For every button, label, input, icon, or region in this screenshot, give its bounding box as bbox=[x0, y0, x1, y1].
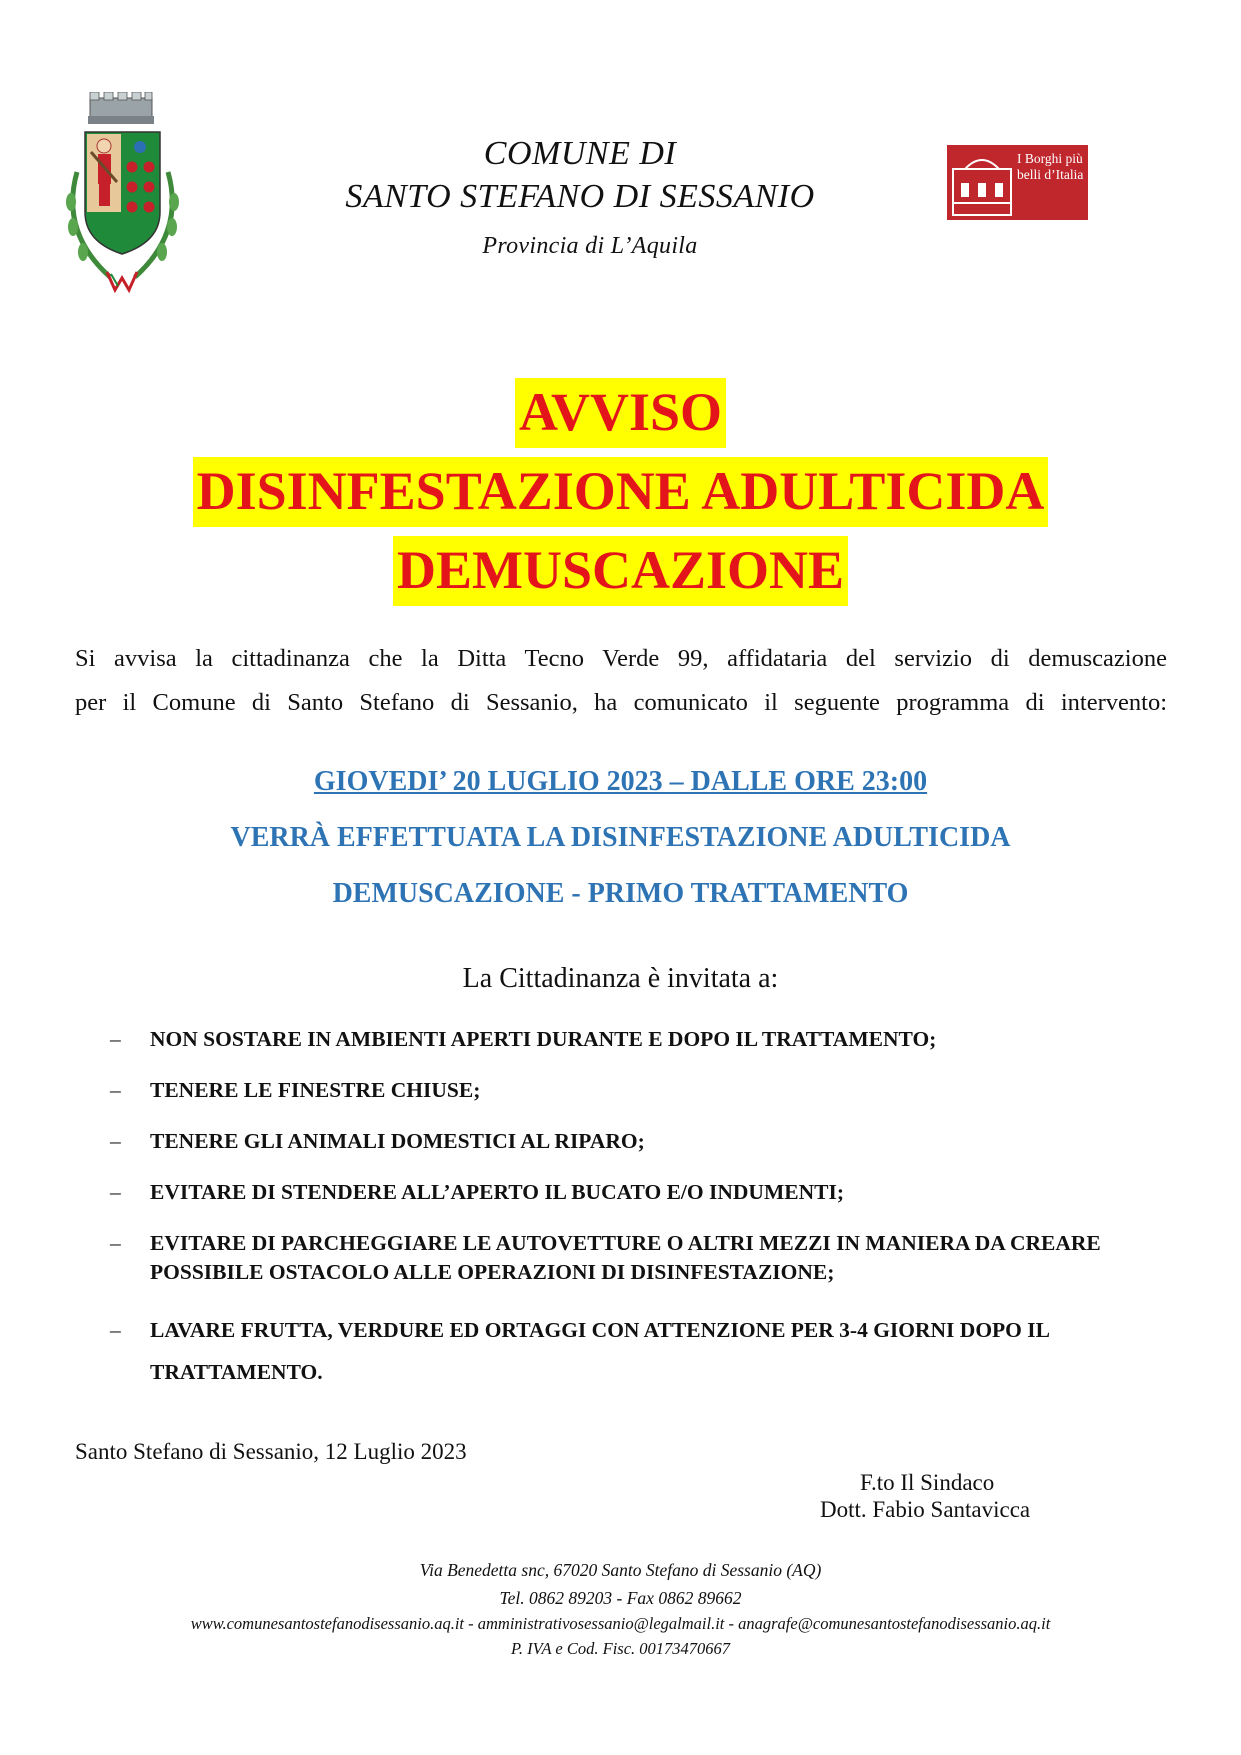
borghi-italia-logo bbox=[947, 145, 1088, 220]
list-item: – TENERE LE FINESTRE CHIUSE; bbox=[110, 1078, 481, 1102]
schedule-date: GIOVEDI’ 20 LUGLIO 2023 – DALLE ORE 23:00 bbox=[313, 766, 928, 797]
invitation-heading: La Cittadinanza è invitata a: bbox=[462, 963, 779, 994]
coat-of-arms-logo bbox=[55, 92, 190, 297]
intro-line: Si avvisa la cittadinanza che la Ditta Tecno Verde 99, affidataria del servizio di demuscazione bbox=[75, 645, 1167, 672]
list-item: – TENERE GLI ANIMALI DOMESTICI AL RIPARO; bbox=[110, 1129, 645, 1153]
signature-title: F.to Il Sindaco bbox=[860, 1470, 995, 1495]
footer-contacts: www.comunesantostefanodisessanio.aq.it - amministrativosessanio@legalmail.it - anagrafe@comunesantostefanodisessanio.aq.it bbox=[190, 1614, 1051, 1633]
list-item: – EVITARE DI STENDERE ALL’APERTO IL BUCATO E/O INDUMENTI; bbox=[110, 1180, 844, 1204]
notice-subtitle-2: DEMUSCAZIONE bbox=[0, 540, 1241, 600]
list-item: – LAVARE FRUTTA, VERDURE ED ORTAGGI CON ATTENZIONE PER 3-4 GIORNI DOPO IL TRATTAMENTO. bbox=[110, 1318, 1049, 1384]
instructions-list bbox=[110, 1025, 1170, 1415]
signature-name: Dott. Fabio Santavicca bbox=[820, 1497, 1031, 1522]
footer-phone: Tel. 0862 89203 - Fax 0862 89662 bbox=[499, 1588, 742, 1608]
date-place: Santo Stefano di Sessanio, 12 Luglio 2023 bbox=[75, 1439, 467, 1464]
intro-line: per il Comune di Santo Stefano di Sessanio, ha comunicato il seguente programma di intervento: bbox=[75, 689, 1167, 716]
footer-vat: P. IVA e Cod. Fisc. 00173470667 bbox=[510, 1639, 731, 1658]
notice-title: AVVISO bbox=[0, 382, 1241, 442]
intro-paragraph bbox=[75, 637, 1167, 725]
list-item: – NON SOSTARE IN AMBIENTI APERTI DURANTE E DOPO IL TRATTAMENTO; bbox=[110, 1027, 937, 1051]
header-province: Provincia di L’Aquila bbox=[482, 233, 698, 259]
borghi-building-icon bbox=[951, 149, 1013, 217]
schedule-description: VERRÀ EFFETTUATA LA DISINFESTAZIONE ADULTICIDA bbox=[230, 822, 1011, 853]
notice-subtitle-1: DISINFESTAZIONE ADULTICIDA bbox=[0, 461, 1241, 521]
header-comune-di: COMUNE DI bbox=[483, 135, 677, 172]
header-municipality-name: SANTO STEFANO DI SESSANIO bbox=[345, 178, 815, 215]
schedule-treatment: DEMUSCAZIONE - PRIMO TRATTAMENTO bbox=[332, 878, 909, 909]
borghi-logo-text: I Borghi più belli d’Italia bbox=[1017, 151, 1084, 182]
footer-address: Via Benedetta snc, 67020 Santo Stefano di Sessanio (AQ) bbox=[419, 1560, 822, 1580]
list-item: – EVITARE DI PARCHEGGIARE LE AUTOVETTURE O ALTRI MEZZI IN MANIERA DA CREARE POSSIBILE OSTACOLO ALLE OPERAZIONI DI DISINFESTAZIONE; bbox=[110, 1231, 1101, 1284]
